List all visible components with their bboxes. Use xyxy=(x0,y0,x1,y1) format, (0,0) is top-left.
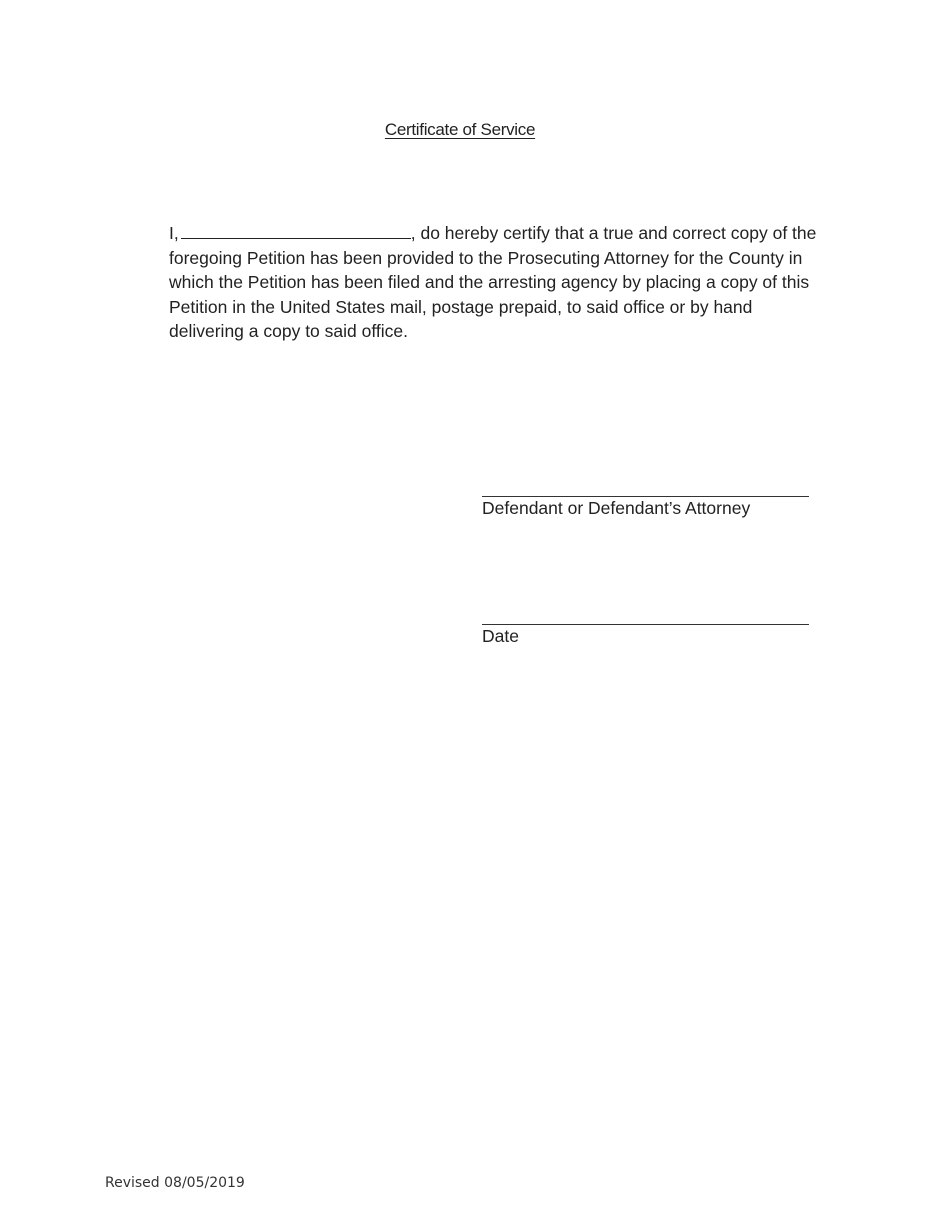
certification-line-2: foregoing Petition has been provided to the Prosecuting Attorney for the County in xyxy=(169,247,803,268)
certification-line-1-text: , do hereby certify that a true and correct copy of the xyxy=(410,223,817,243)
signature-block xyxy=(482,496,810,519)
date-block xyxy=(482,624,810,647)
certification-paragraph xyxy=(169,221,829,344)
certification-line-3: which the Petition has been filed and the arresting agency by placing a copy of this xyxy=(169,272,810,292)
name-blank-field[interactable] xyxy=(181,223,411,239)
certification-line-1 xyxy=(169,221,829,246)
date-line[interactable] xyxy=(482,624,809,625)
signature-label: Defendant or Defendant’s Attorney xyxy=(482,498,751,518)
certification-line-4: Petition in the United States mail, postage prepaid, to said office or by hand xyxy=(169,296,753,317)
date-label: Date xyxy=(482,626,519,646)
certification-line-5: delivering a copy to said office. xyxy=(169,321,408,341)
signature-line[interactable] xyxy=(482,496,809,497)
revision-footer: Revised 08/05/2019 xyxy=(105,1175,245,1191)
certification-prefix: I, xyxy=(169,223,179,243)
page-title: Certificate of Service xyxy=(384,120,536,139)
